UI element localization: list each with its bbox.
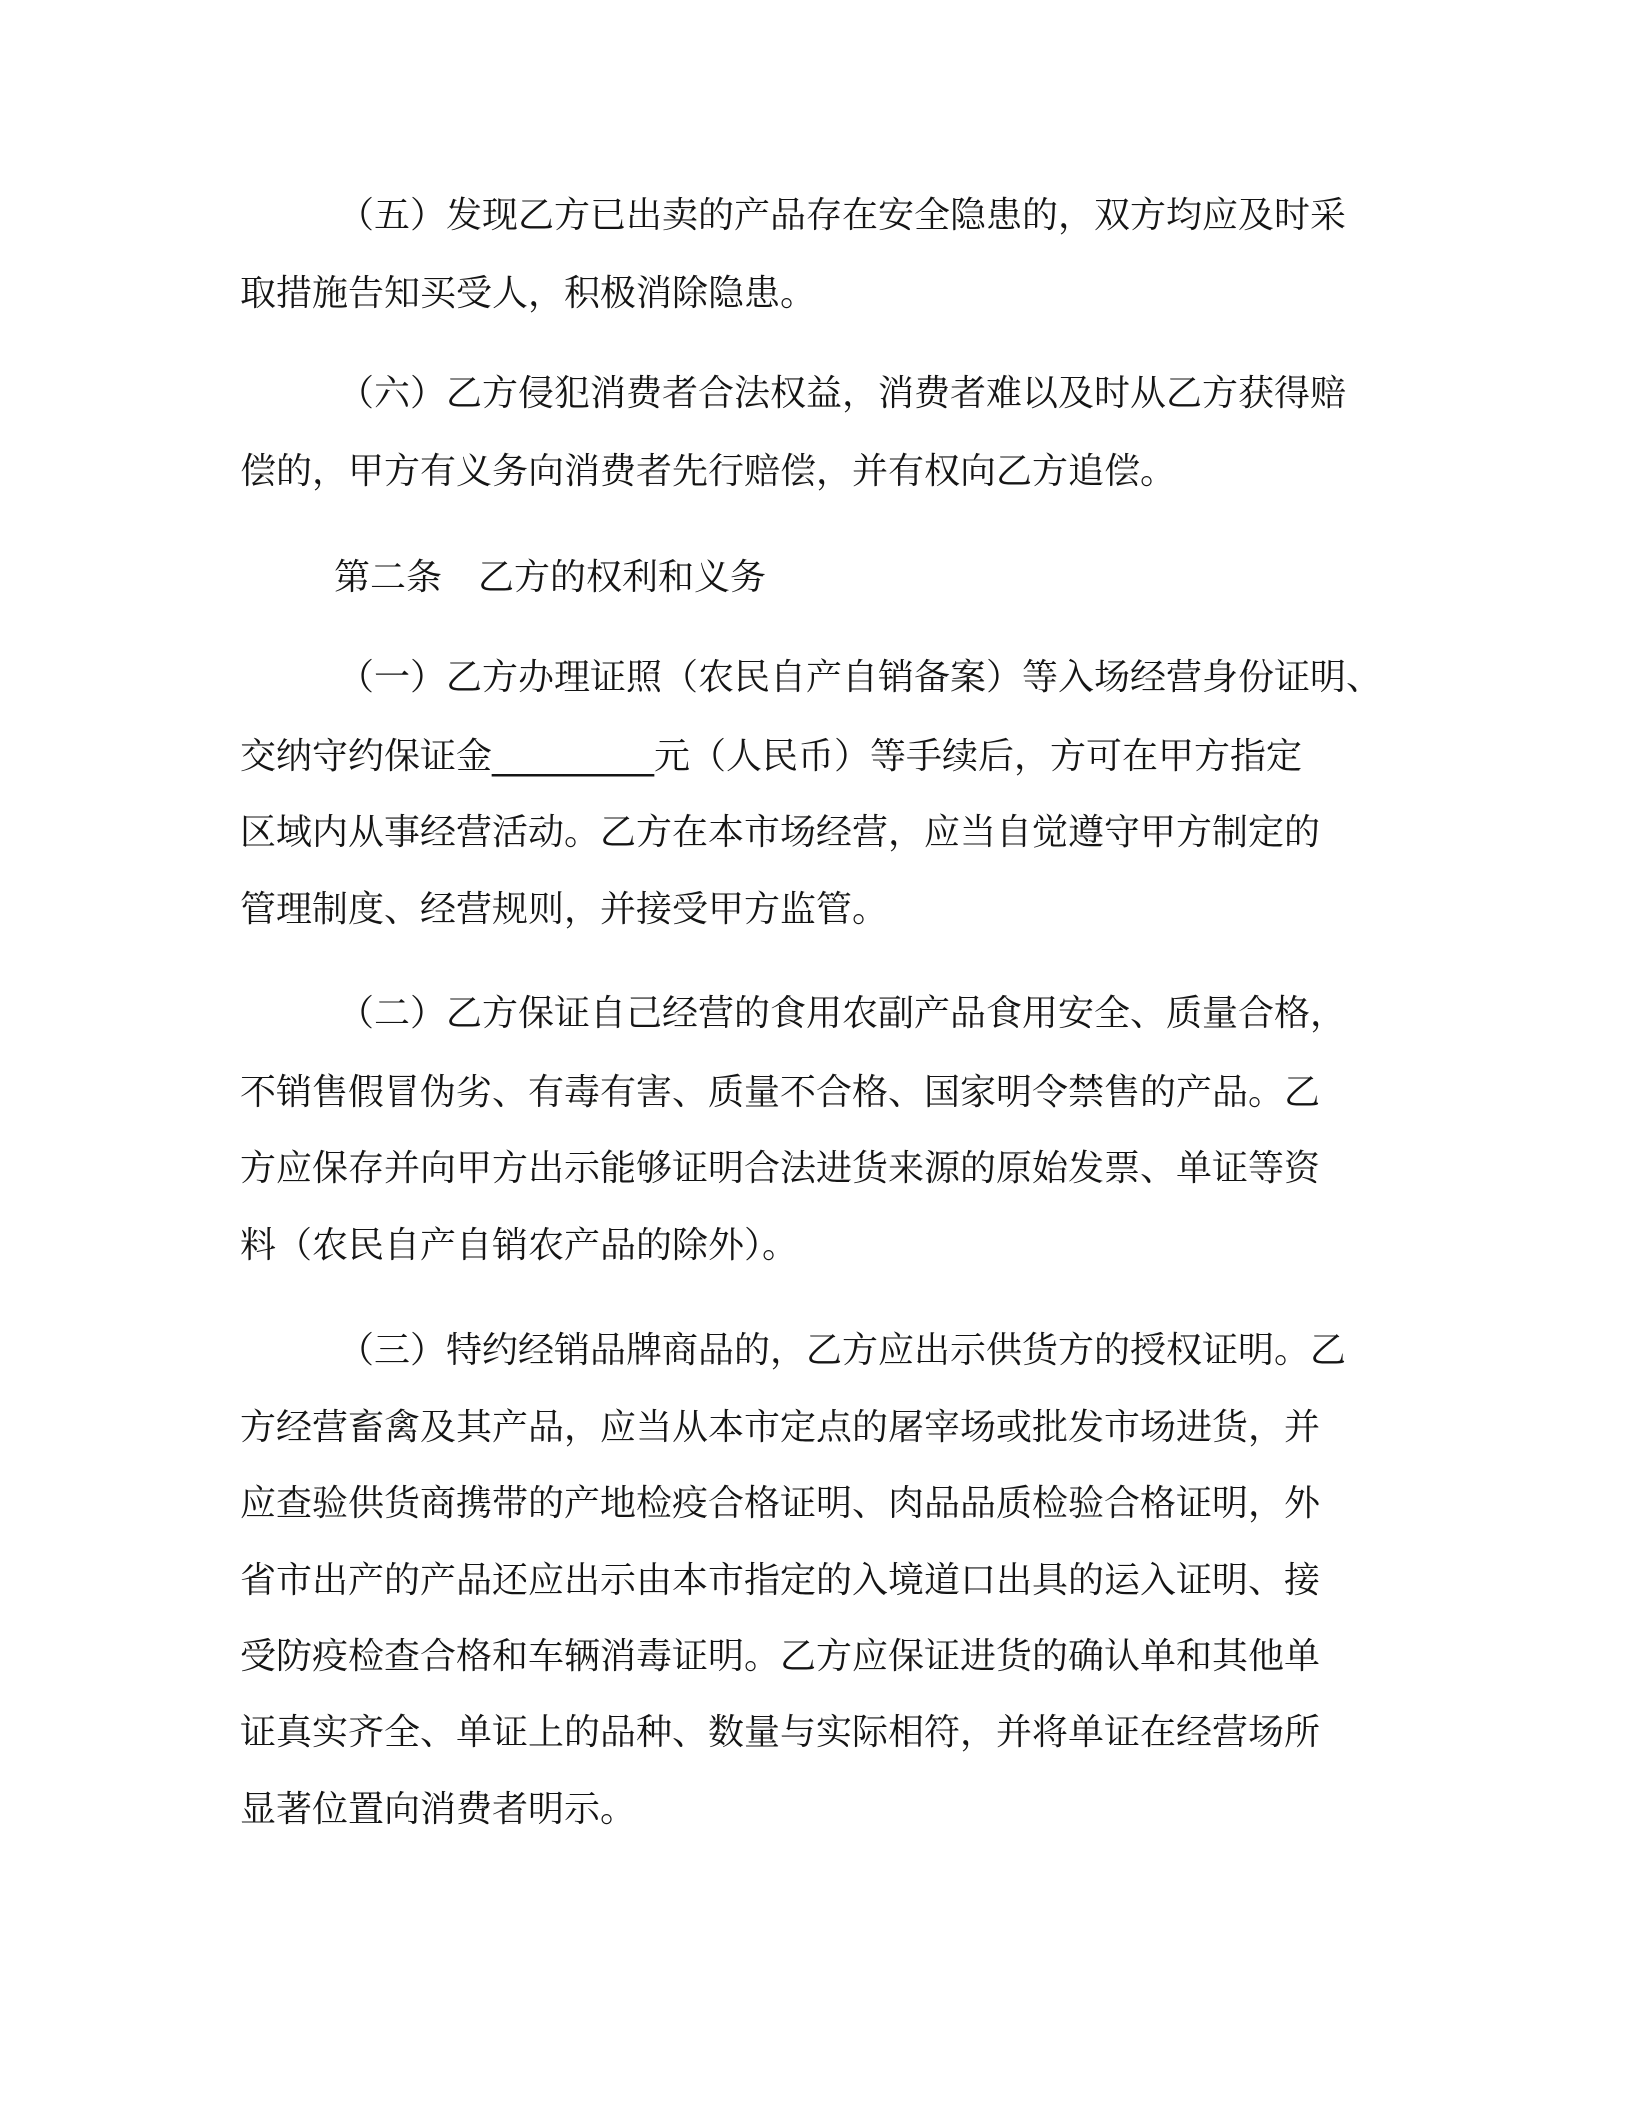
item1-line-4: 管理制度、经营规则，并接受甲方监管。 [240,889,889,930]
item3-line-1: （三）特约经销品牌商品的，乙方应出示供货方的授权证明。乙 [338,1330,1347,1371]
item3-line-4: 省市出产的产品还应出示由本市指定的入境道口出具的运入证明、接 [240,1560,1321,1601]
item3-line-2: 方经营畜禽及其产品，应当从本市定点的屠宰场或批发市场进货，并 [240,1407,1321,1448]
para6-line-1: （六）乙方侵犯消费者合法权益，消费者难以及时从乙方获得赔 [338,373,1347,414]
item3-line-6: 证真实齐全、单证上的品种、数量与实际相符，并将单证在经营场所 [240,1712,1321,1753]
item3-line-3: 应查验供货商携带的产地检疫合格证明、肉品品质检验合格证明，外 [240,1483,1321,1524]
item2-line-2: 不销售假冒伪劣、有毒有害、质量不合格、国家明令禁售的产品。乙 [240,1072,1321,1113]
para5-line-1: （五）发现乙方已出卖的产品存在安全隐患的，双方均应及时采 [338,195,1347,236]
item2-line-1: （二）乙方保证自己经营的食用农副产品食用安全、质量合格， [338,993,1347,1034]
item2-line-3: 方应保存并向甲方出示能够证明合法进货来源的原始发票、单证等资 [240,1148,1321,1189]
item3-line-7: 显著位置向消费者明示。 [240,1789,637,1830]
para5-line-2: 取措施告知买受人，积极消除隐患。 [240,273,817,314]
item3-line-5: 受防疫检查合格和车辆消毒证明。乙方应保证进货的确认单和其他单 [240,1636,1321,1677]
item1-line-1: （一）乙方办理证照（农民自产自销备案）等入场经营身份证明、 [338,657,1383,698]
para6-line-2: 偿的，甲方有义务向消费者先行赔偿，并有权向乙方追偿。 [240,451,1177,492]
article2-heading: 第二条 乙方的权利和义务 [334,557,767,598]
item2-line-4: 料（农民自产自销农产品的除外）。 [240,1225,799,1266]
item1-line-2: 交纳守约保证金_________元（人民币）等手续后，方可在甲方指定 [240,736,1303,777]
item1-line-3: 区域内从事经营活动。乙方在本市场经营，应当自觉遵守甲方制定的 [240,812,1321,853]
